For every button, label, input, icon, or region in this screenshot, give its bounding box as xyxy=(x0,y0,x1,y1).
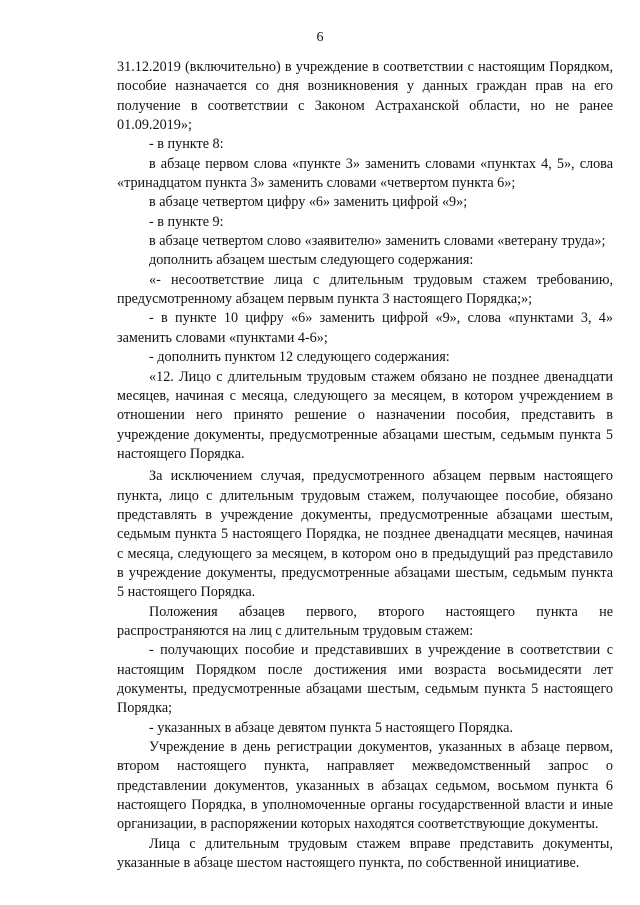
paragraph-eighty-years: - получающих пособие и представивших в учреждение в соответствии с настоящим Порядком после достижения ими возраста восьмидесяти лет документы, предусмотренные абзацами шестым, седьмым пункта 5 настоящего Порядка; xyxy=(117,642,613,717)
paragraph-item-9-abzac-4: в абзаце четвертом слово «заявителю» заменить словами «ветерану труда»; xyxy=(149,233,606,250)
paragraph-add-abzac-6: дополнить абзацем шестым следующего содержания: xyxy=(149,252,474,269)
paragraph-exception: За исключением случая, предусмотренного абзацем первым настоящего пункта, лицо с длительным трудовым стажем, получающее пособие, обязано представлять в учреждение документы, предусмотренные абзацами шестым, седьмым пункта 5 настоящего Порядка, не позднее двенадцати месяцев, начиная с месяца, следующего за месяцем, в котором оно в предыдущий раз представило в учреждение документы, предусмотренные абзацами шестым, седьмым пункта 5 настоящего Порядка. xyxy=(117,468,613,601)
page-number: 6 xyxy=(316,30,324,45)
paragraph-abzac-9: - указанных в абзаце девятом пункта 5 настоящего Порядка. xyxy=(149,719,514,736)
paragraph-abzac-6-text: «- несоответствие лица с длительным трудовым стажем требованию, предусмотренному абзацем первым пункта 3 настоящего Порядка;»; xyxy=(117,271,613,308)
paragraph-item-9: - в пункте 9: xyxy=(149,213,224,230)
paragraph-item-10: - в пункте 10 цифру «6» заменить цифрой «9», слова «пунктами 3, 4» заменить словами «пунктами 4-6»; xyxy=(117,310,613,346)
paragraph-interagency-request: Учреждение в день регистрации документов, указанных в абзаце первом, втором настоящего пункта, направляет межведомственный запрос о представлении документов, указанных в абзацах седьмом, восьмом пункта 6 настоящего Порядка, в уполномоченные органы государственной власти и иные организации, в распоряжении которых находятся соответствующие документы. xyxy=(117,739,613,833)
paragraph-continuation: 31.12.2019 (включительно) в учреждение в соответствии с настоящим Порядком, пособие назначается со дня возникновения у данных граждан прав на его получение в соответствии с Законом Астраханской области, но не ранее 01.09.2019»; xyxy=(117,59,613,134)
paragraph-provisions: Положения абзацев первого, второго настоящего пункта не распространяются на лиц с длительным трудовым стажем: xyxy=(117,603,613,639)
paragraph-item-12-text: «12. Лицо с длительным трудовым стажем обязано не позднее двенадцати месяцев, начиная с месяца, следующего за месяцем, в котором учреждением в отношении него принято решение о назначении пособия, представить в учреждение документы, предусмотренные абзацами шестым, седьмым пункта 5 настоящего Порядка. xyxy=(117,368,613,462)
paragraph-own-initiative: Лица с длительным трудовым стажем вправе представить документы, указанные в абзаце шестом настоящего пункта, по собственной инициативе. xyxy=(117,835,613,872)
paragraph-item-8-abzac-4: в абзаце четвертом цифру «6» заменить цифрой «9»; xyxy=(149,194,468,211)
paragraph-add-item-12: - дополнить пунктом 12 следующего содержания: xyxy=(149,349,450,366)
paragraph-item-8-abzac-1: в абзаце первом слова «пункте 3» заменить словами «пунктах 4, 5», слова «тринадцатом пункта 3» заменить словами «четвертом пункта 6»; xyxy=(117,155,613,192)
paragraph-item-8: - в пункте 8: xyxy=(149,136,224,153)
document-body xyxy=(117,58,613,873)
